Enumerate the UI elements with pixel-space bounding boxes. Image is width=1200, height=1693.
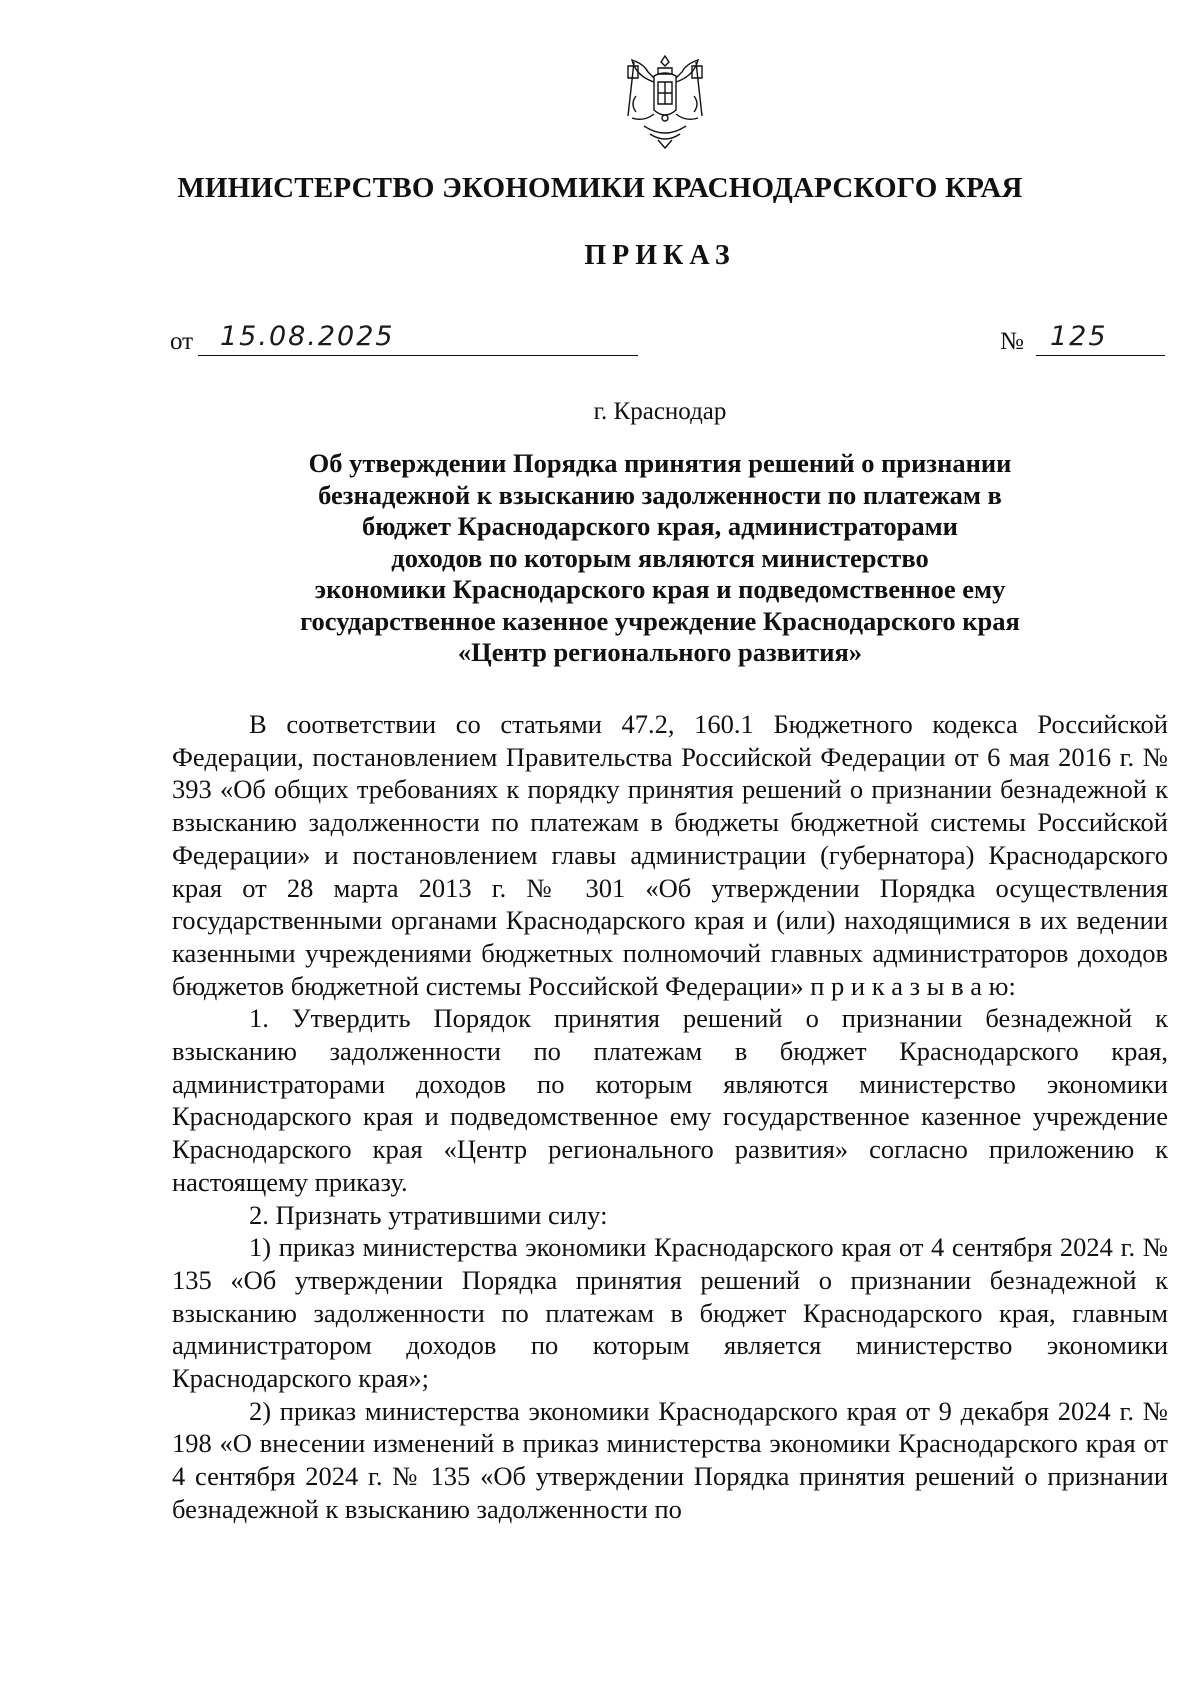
handwritten-date: 15.08.2025	[220, 321, 395, 352]
document-type-title: ПРИКАЗ	[584, 240, 736, 271]
item-2-2-paragraph: 2) приказ министерства экономики Краснодарского края от 9 декабря 2024 г. № 198 «О внесении изменений в приказ министерства экономики Краснодарского края от 4 сентября 2024 г. № 135 «Об утверждении Порядка принятия решений о признании безнадежной к взысканию задолженности по	[172, 1395, 1168, 1524]
preamble-text: В соответствии со статьями 47.2, 160.1 Бюджетного кодекса Российской Федерации, постановлением Правительства Российской Федерации от 6 мая 2016 г. № 393 «Об общих требованиях к порядку принятия решений о признании безнадежной к взысканию задолженности по платежам в бюджеты бюджетной системы Российской Федерации» и постановлением главы администрации (губернатора) Краснодарского края от 28 марта 2013 г. № 301 «Об утверждении Порядка осуществления государственными органами Краснодарского края и (или) находящимися в их ведении казенными учреждениями бюджетных полномочий главных администраторов доходов бюджетов бюджетной системы Российской Федерации»	[172, 709, 1168, 1001]
ministry-title: МИНИСТЕРСТВО ЭКОНОМИКИ КРАСНОДАРСКОГО КРАЯ	[177, 172, 1023, 204]
item-2-paragraph: 2. Признать утратившими силу:	[249, 1199, 608, 1230]
item-1-paragraph: 1. Утвердить Порядок принятия решений о признании безнадежной к взысканию задолженности по платежам в бюджет Краснодарского края, администраторами доходов по которым являются министерство экономики Краснодарского края и подведомственное ему государственное казенное учреждение Краснодарского края «Центр регионального развития» согласно приложению к настоящему приказу.	[172, 1003, 1168, 1197]
order-subject	[270, 448, 1050, 669]
city-label: г. Краснодар	[593, 398, 727, 425]
subject-line: безнадежной к взысканию задолженности по платежам в	[318, 479, 1002, 510]
handwritten-number: 125	[1050, 321, 1108, 352]
preamble-paragraph	[172, 708, 1168, 1002]
subject-line: бюджет Краснодарского края, администраторами	[362, 511, 958, 541]
date-label: от	[170, 328, 194, 355]
date-underline	[198, 355, 638, 356]
item-2-1-paragraph: 1) приказ министерства экономики Краснодарского края от 4 сентября 2024 г. № 135 «Об утверждении Порядка принятия решений о признании безнадежной к взысканию задолженности по платежам в бюджет Краснодарского края, главным администратором доходов по которым является министерство экономики Краснодарского края»;	[172, 1232, 1168, 1394]
subject-line: экономики Краснодарского края и подведомственное ему	[314, 574, 1006, 604]
order-body	[172, 708, 1168, 1526]
subject-line: доходов по которым являются министерство	[391, 542, 929, 573]
subject-line: государственное казенное учреждение Краснодарского края	[300, 605, 1020, 636]
subject-line: «Центр регионального развития»	[457, 637, 863, 667]
number-label: №	[1000, 328, 1024, 355]
krasnodar-coat-of-arms-icon	[620, 52, 710, 152]
order-word: п р и к а з ы в а ю:	[810, 970, 1016, 1001]
subject-line: Об утверждении Порядка принятия решений о признании	[308, 448, 1012, 478]
number-underline	[1036, 355, 1165, 356]
date-number-row	[170, 318, 1165, 362]
